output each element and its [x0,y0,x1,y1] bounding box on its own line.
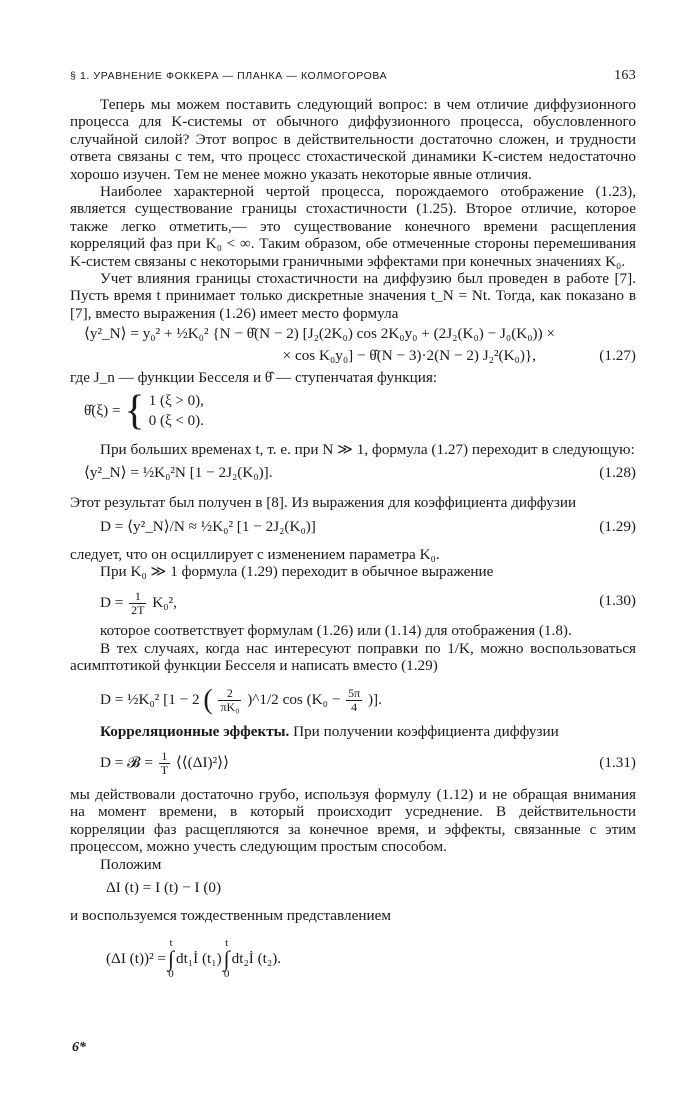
equation-1-28 [70,464,636,486]
paragraph-3: Учет влияния границы стохастичности на диффузию был проведен в работе [7]. Пусть время t принимает только дискретные значения t_N = Nt. Тогда, как показано в [7], вместо выражения (1.26) имеет место формула [70,270,636,322]
paragraph-6: Этот результат был получен в [8]. Из выражения для коэффициента диффузии [70,494,577,512]
fraction-1-over-T: $\frac{1}{T}$ [160,748,169,777]
equation-asymptotic-lhs: D = ½K₀² [1 − 2 [100,690,200,708]
paragraph-8: При K₀ ≫ 1 формула (1.29) переходит в обычное выражение [100,562,494,580]
paragraph-1: Теперь мы можем поставить следующий вопрос: в чем отличие диффузионного процесса для K-системы от обычного диффузионного процесса, обусловленного случайной силой? Этот вопрос в действительности достаточно сложен, и трудности ответа связаны с тем, что процесс стохастической динамики K-систем недостаточно хорошо изучен. Тем не менее можно указать некоторые явные отличия. [70,96,636,183]
paragraph-2: Наиболее характерной чертой процесса, порождаемого отображение (1.23), является существование границы стохастичности (1.25). Второе отличие, которое также легко отметить,— это существование конечного времени расщепления корреляций фаз при K₀ < ∞. Таким образом, обе отмеченные стороны перемешивания K-систем связаны с некоторыми граничными эффектами при конечных значениях K₀. [70,183,636,270]
equation-delta-I-body: ΔI (t) = I (t) − I (0) [106,878,222,896]
equation-number-1-29: (1.29) [599,517,636,535]
signature-mark: 6* [72,1040,86,1055]
equation-asymptotic-mid: )^1/2 cos (K₀ − [247,690,341,708]
equation-1-27 [70,325,636,365]
equation-1-29-body: D = ⟨y²_N⟩/N ≈ ½K₀² [1 − 2J₂(K₀)] [100,517,316,535]
equation-integral-body-2: dt₂İ (t₂). [231,950,282,968]
equation-integral-body-1: dt₁İ (t₁) [176,950,222,968]
equation-1-30-rhs: K₀², [152,594,177,612]
equation-number-1-31: (1.31) [599,753,636,771]
equation-1-29 [70,518,636,540]
equation-asymptotic-end: )]. [367,690,382,708]
step-function-case-1: 1 (ξ > 0), [148,392,204,409]
paragraph-11-rest: При получении коэффициента диффузии [289,722,559,740]
equation-1-31-rhs: ⟨⟨(ΔI)²⟩⟩ [175,753,230,771]
paragraph-5: При больших временах t, т. е. при N ≫ 1, формула (1.27) переходит в следующую: [100,440,635,458]
equation-integral-lhs: (ΔI (t))² = [106,950,166,968]
paragraph-11 [70,723,636,740]
equation-number-1-30: (1.30) [599,592,636,610]
equation-1-31-lhs: D = 𝓑 = [100,753,153,771]
integral-sign-2: t ∫ 0 [223,937,230,981]
page-content [70,64,636,986]
equation-1-28-body: ⟨y²_N⟩ = ½K₀²N [1 − 2J₂(K₀)]. [84,464,273,482]
paragraph-13: Положим [100,855,162,873]
equation-asymptotic: D = ½K₀² [1 − 2 ( $\frac{2}{\text{πK₀}}$ )^1/2 cos (K₀ − $\frac{5\pi}{4}$ )]. [100,684,382,716]
equation-number-1-28: (1.28) [599,464,636,482]
paragraph-7: следует, что он осциллирует с изменением параметра K₀. [70,545,440,563]
equation-1-27-line-1: ⟨y²_N⟩ = y₀² + ½K₀² {N − θ̂(N − 2) [J₂(2K₀) cos 2K₀y₀ + (2J₂(K₀) − J₀(K₀)) × [84,325,556,343]
running-title: § 1. УРАВНЕНИЕ ФОККЕРА — ПЛАНКА — КОЛМОГОРОВА [70,70,388,82]
fraction-1-over-2T: $\frac{1}{2T}$ [131,589,145,618]
step-function-lhs: θ̂(ξ) = [84,401,121,419]
step-function-case-2: 0 (ξ < 0). [148,412,204,429]
paragraph-10: В тех случаях, когда нас интересуют поправки по 1/K, можно воспользоваться асимптотикой функции Бесселя и написать вместо (1.29) [70,639,636,675]
fraction-5pi-over-4: $\frac{5\pi}{4}$ [348,685,361,714]
fraction-2-over-piK0: $\frac{2}{\text{πK₀}}$ [220,685,240,714]
paragraph-14: и воспользуемся тождественным представлением [70,906,391,924]
paragraph-12: мы действовали достаточно грубо, используя формулу (1.12) и не обращая внимания на момент времени, в который происходит усреднение. В действительности корреляции фаз расщепляются за конечное время, и эффекты, связанные с этим процессом, можно учесть следующим простым способом. [70,785,636,856]
equation-step-function [84,387,636,435]
equation-1-30 [70,584,636,618]
paragraph-4: где J_n — функции Бесселя и θ̂ — ступенчатая функция: [70,369,438,387]
equation-1-27-line-2: × cos K₀y₀] − θ̂(N − 3)·2(N − 2) J₂²(K₀)}, [282,347,536,365]
equation-integral [70,930,636,986]
section-heading-correlation-effects: Корреляционные эффекты. [100,722,290,740]
equation-1-30-lhs: D = [100,594,124,612]
equation-delta-I [70,879,636,901]
paragraph-9: которое соответствует формулам (1.26) или (1.14) для отображения (1.8). [100,622,572,640]
page-number: 163 [614,68,636,83]
running-header [70,64,636,86]
equation-1-31 [70,746,636,780]
equation-number-1-27: (1.27) [599,347,636,365]
left-brace: { [124,387,145,434]
integral-sign-1: t ∫ 0 [168,937,175,981]
